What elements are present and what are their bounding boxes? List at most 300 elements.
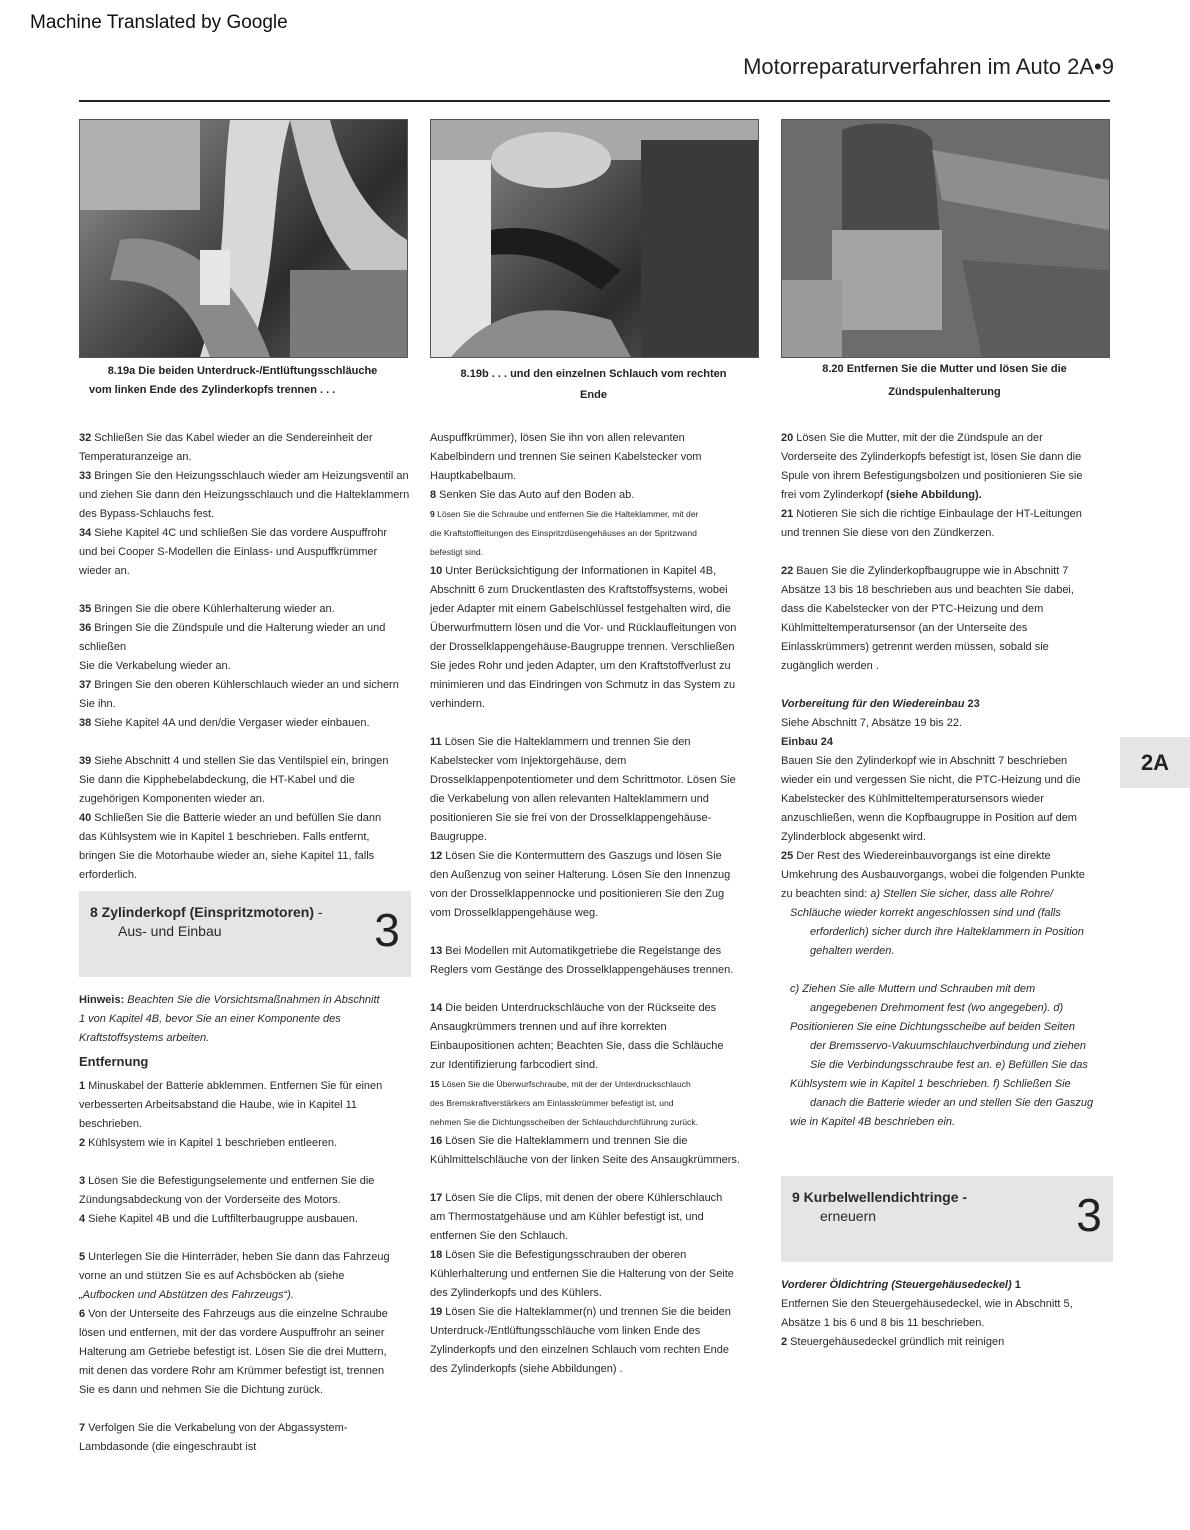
line-text: Schließen Sie die Batterie wieder an und befüllen Sie dann (91, 812, 382, 824)
line-text: die Verkabelung von allen relevanten Halteklammern und (430, 793, 709, 805)
line-text: Von der Unterseite des Fahrzeugs aus die einzelne Schraube (85, 1308, 388, 1320)
figure-ref: (siehe Abbildung). (883, 489, 982, 501)
step-number: 10 (430, 565, 443, 577)
text-line (79, 676, 411, 714)
line-text: Auspuffkrümmer), lösen Sie ihn von allen relevanten (430, 432, 685, 444)
line-text: der Drosselklappengehäuse-Baugruppe trennen. Verschließen (430, 641, 735, 653)
line-text: Lösen Sie die Befestigungselemente und entfernen Sie die (85, 1175, 375, 1187)
line-text: „Aufbocken und Abstützen des Fahrzeugs“). (79, 1289, 294, 1301)
machine-translation-notice: Machine Translated by Google (30, 12, 288, 33)
section-title-dash: - (314, 904, 323, 920)
text-line (781, 562, 1113, 581)
step-number: 19 (430, 1306, 443, 1318)
line-text: Bringen Sie die Zündspule und die Halterung wieder an und schließen (79, 622, 386, 653)
header-rule (79, 100, 1110, 102)
line-text: Bauen Sie den Zylinderkopf wie in Abschnitt 7 beschrieben (781, 755, 1068, 767)
text-line (781, 1075, 1113, 1094)
text-line (781, 1056, 1113, 1075)
line-text: Kabelstecker des Kühlmitteltemperatursensors wieder (781, 793, 1044, 805)
text-line (781, 942, 1113, 961)
line-text: Kühlmitteltemperatursensor (an der Unterseite des (781, 622, 1028, 634)
step-number: 25 (781, 850, 794, 862)
line-text: Kühlmittelschläuche von der linken Seite des Ansaugkrümmers. (430, 1154, 740, 1166)
text-line (430, 1132, 762, 1151)
line-text: Bringen Sie den oberen Kühlerschlauch wieder an und sichern Sie ihn. (79, 679, 399, 710)
line-text: Unter Berücksichtigung der Informationen in Kapitel 4B, (442, 565, 717, 577)
step-number: 1 (79, 1080, 86, 1092)
line-text: verhindern. (430, 698, 486, 710)
line-text: Kabelbindern und trennen Sie seinen Kabelstecker vom (430, 451, 702, 463)
line-text: Lösen Sie die Mutter, mit der die Zündspule an der (793, 432, 1043, 444)
text-line (430, 505, 762, 524)
step-number: 18 (430, 1249, 443, 1261)
line-text: am Thermostatgehäuse und am Kühler befestigt ist, und (430, 1211, 704, 1223)
text-line (781, 1333, 1113, 1352)
text-line (781, 980, 1113, 999)
line-text: und ziehen Sie dann den Heizungsschlauch und die Halteklammern (79, 489, 410, 501)
line-text: mit denen das vordere Rohr am Krümmer befestigt ist, trennen (79, 1365, 385, 1377)
step-number: 5 (79, 1251, 86, 1263)
text-line (430, 695, 762, 714)
line-text: Sie dann die Kipphebelabdeckung, die HT-Kabel und die (79, 774, 355, 786)
line-text: Zylinderblock abgesenkt wird. (781, 831, 926, 843)
step-number: 34 (79, 527, 92, 539)
step-number: 37 (79, 679, 92, 691)
text-line (430, 619, 762, 638)
line-text: Kühlsystem wie in Kapitel 1 beschrieben. f) Schließen Sie (790, 1078, 1071, 1090)
text-line (781, 771, 1113, 790)
subheading-number: 1 (1011, 1279, 1021, 1291)
subheading-text: Einbau (781, 736, 818, 748)
step-number: 39 (79, 755, 92, 767)
section-subtitle: erneuern (820, 1208, 877, 1224)
text-line (781, 809, 1113, 828)
text-line (430, 1246, 762, 1265)
text-line (430, 1056, 762, 1075)
text-line (430, 1227, 762, 1246)
engine-photo-3 (781, 119, 1110, 358)
line-text: des Bremskraftverstärkers am Einlasskrümmer befestigt ist, und (430, 1098, 674, 1108)
paragraph-block (79, 429, 411, 581)
line-text: das Kühlsystem wie in Kapitel 1 beschrieben. Falls entfernt, (79, 831, 370, 843)
step-number: 2 (781, 1336, 788, 1348)
text-line (79, 505, 411, 524)
step-number: 22 (781, 565, 794, 577)
text-line (79, 600, 411, 619)
line-text: entfernen Sie den Schlauch. (430, 1230, 569, 1242)
line-text: Entfernen Sie den Steuergehäusedeckel, wie in Abschnitt 5, (781, 1298, 1073, 1310)
text-line (430, 1151, 762, 1170)
caption-line: 8.19a Die beiden Unterdruck-/Entlüftungsschläuche (107, 365, 378, 377)
line-text: befestigt sind. (430, 547, 484, 557)
text-line (430, 1341, 762, 1360)
line-text: zugehörigen Komponenten wieder an. (79, 793, 265, 805)
text-line (781, 828, 1113, 847)
step-number: 36 (79, 622, 92, 634)
step-number: 15 (430, 1079, 440, 1089)
text-line (430, 467, 762, 486)
paragraph-block (430, 733, 762, 923)
text-line (430, 1075, 762, 1094)
line-text: des Zylinderkopfs und des Kühlers. (430, 1287, 602, 1299)
text-line (430, 448, 762, 467)
line-text: angegebenen Drehmoment fest (wo angegeben). d) (810, 1002, 1064, 1014)
subheading-text: Vorderer Öldichtring (Steuergehäusedeckel) (781, 1279, 1012, 1291)
line-text: Verfolgen Sie die Verkabelung von der Abgassystem- (85, 1422, 348, 1434)
hint-line (79, 991, 411, 1010)
line-text: Umkehrung des Ausbauvorgangs, wobei die folgenden Punkte (781, 869, 1085, 881)
text-line (430, 676, 762, 695)
text-line (79, 771, 411, 790)
subheading-number: 24 (817, 736, 833, 748)
text-line (79, 429, 411, 448)
section-title-dash: - (958, 1189, 968, 1205)
text-line (430, 1113, 762, 1132)
text-line (430, 486, 762, 505)
page-header: Motorreparaturverfahren im Auto 2A•9 (743, 54, 1114, 79)
line-text: anzuschließen, wenn die Kopfbaugruppe in Position auf dem (781, 812, 1077, 824)
step-number: 3 (79, 1175, 86, 1187)
line-text: Einlasskrümmers) getrennt werden müssen, sobald sie (781, 641, 1049, 653)
subheading-removal: Entfernung (79, 1054, 149, 1069)
text-line (781, 619, 1113, 638)
text-line (79, 1210, 411, 1229)
text-line (79, 1438, 411, 1457)
difficulty-rating: 3 (1076, 1189, 1102, 1241)
line-text: des Bypass-Schlauchs fest. (79, 508, 215, 520)
text-line (79, 1305, 411, 1324)
text-line (430, 1265, 762, 1284)
line-text: und bei Cooper S-Modellen die Einlass- und Auspuffkrümmer (79, 546, 378, 558)
text-line (79, 1362, 411, 1381)
line-text: wieder ein und vergessen Sie nicht, die PTC-Heizung und die (781, 774, 1081, 786)
text-line (781, 1295, 1113, 1314)
line-text: dass die Kabelstecker von der PTC-Heizung und dem (781, 603, 1044, 615)
line-text: Halterung am Getriebe befestigt ist. Lösen Sie die drei Muttern, (79, 1346, 387, 1358)
line-text: zur Identifizierung farbcodiert sind. (430, 1059, 599, 1071)
line-text: Lösen Sie die Halteklammer(n) und trennen Sie die beiden (442, 1306, 731, 1318)
step-number: 38 (79, 717, 92, 729)
line-text: Minuskabel der Batterie abklemmen. Entfernen Sie für einen (85, 1080, 383, 1092)
text-line (79, 1324, 411, 1343)
photo-1-caption (79, 362, 406, 400)
text-line (781, 581, 1113, 600)
photo-3-art (782, 120, 1109, 357)
text-line (430, 429, 762, 448)
line-text: Absätze 13 bis 18 beschrieben aus und beachten Sie dabei, (781, 584, 1074, 596)
line-text: Bauen Sie die Zylinderkopfbaugruppe wie in Abschnitt 7 (793, 565, 1069, 577)
line-text: Lösen Sie die Halteklammern und trennen Sie die (442, 1135, 688, 1147)
paragraph-block (79, 1419, 411, 1457)
step-number: 20 (781, 432, 794, 444)
text-line (430, 999, 762, 1018)
line-text: Ansaugkrümmers trennen und auf ihre korrekten (430, 1021, 667, 1033)
engine-photo-2 (430, 119, 759, 358)
text-line (430, 657, 762, 676)
step-number: 9 (430, 509, 435, 519)
text-line (781, 448, 1113, 467)
text-line (781, 638, 1113, 657)
section-title (90, 903, 350, 941)
step-number: 12 (430, 850, 443, 862)
section-box-8 (79, 891, 411, 977)
text-line (430, 1018, 762, 1037)
line-text: Baugruppe. (430, 831, 487, 843)
text-line (430, 524, 762, 543)
step-number: 6 (79, 1308, 86, 1320)
text-line (781, 486, 1113, 505)
line-text: Absätze 1 bis 6 und 8 bis 11 beschrieben. (781, 1317, 985, 1329)
chapter-tab: 2A (1120, 737, 1190, 788)
text-line (430, 1189, 762, 1208)
text-column-3 (781, 429, 1113, 1352)
text-line (430, 581, 762, 600)
line-text: Kabelstecker vom Injektorgehäuse, dem (430, 755, 627, 767)
engine-photo-1 (79, 119, 408, 358)
text-line (430, 752, 762, 771)
text-line (79, 657, 411, 676)
paragraph-block (79, 600, 411, 733)
line-text: erforderlich) sicher durch ihre Halteklammern in Position (810, 926, 1084, 938)
photo-2-caption (430, 365, 757, 405)
line-text: Siehe Kapitel 4B und die Luftfilterbaugruppe ausbauen. (85, 1213, 358, 1225)
line-text: Zündungsabdeckung von der Vorderseite des Motors. (79, 1194, 341, 1206)
line-text: Schläuche wieder korrekt angeschlossen sind und (falls (790, 907, 1061, 919)
section-title (792, 1188, 1052, 1226)
step-number: 40 (79, 812, 92, 824)
photo-3-caption (781, 360, 1108, 402)
text-line: Siehe Abschnitt 7, Absätze 19 bis 22. (781, 717, 963, 729)
text-line (430, 771, 762, 790)
line-text: Vorderseite des Zylinderkopfs befestigt ist, lösen Sie dann die (781, 451, 1082, 463)
step-number: 17 (430, 1192, 443, 1204)
text-line (79, 619, 411, 657)
line-text: vorne an und stützen Sie es auf Achsböcken ab (siehe (79, 1270, 345, 1282)
caption-line: Zündspulenhalterung (888, 386, 1001, 398)
step-number: 16 (430, 1135, 443, 1147)
hint-text: Beachten Sie die Vorsichtsmaßnahmen in Abschnitt (124, 994, 380, 1006)
text-line (79, 1286, 411, 1305)
line-text: Unterdruck-/Entlüftungsschläuche vom linken Ende des (430, 1325, 701, 1337)
paragraph-block (430, 999, 762, 1170)
line-text: Bei Modellen mit Automatikgetriebe die Regelstange des (442, 945, 722, 957)
line-text: Drosselklappenpotentiometer und dem Schrittmotor. Lösen Sie (430, 774, 736, 786)
line-text: Siehe Kapitel 4A und den/die Vergaser wieder einbauen. (91, 717, 370, 729)
subheading-front-seal (781, 1276, 1113, 1295)
step-number: 7 (79, 1422, 86, 1434)
line-text: Die beiden Unterdruckschläuche von der Rückseite des (442, 1002, 717, 1014)
text-line (430, 961, 762, 980)
caption-line: 8.19b . . . und den einzelnen Schlauch vom rechten (460, 368, 727, 380)
text-line (79, 1077, 411, 1096)
text-line (430, 809, 762, 828)
text-line (430, 847, 762, 866)
step-number: 2 (79, 1137, 86, 1149)
text-line (781, 657, 1113, 676)
line-text: Positionieren Sie eine Dichtungsscheibe auf beiden Seiten (790, 1021, 1075, 1033)
paragraph-block (430, 429, 762, 714)
text-line (781, 999, 1113, 1018)
line-text: von der Drosselklappennocke und positionieren Sie den Zug (430, 888, 725, 900)
section-box-9 (781, 1176, 1113, 1262)
text-column-2 (430, 429, 762, 1379)
paragraph-block (430, 1189, 762, 1379)
hint-line: Kraftstoffsystems arbeiten. (79, 1032, 210, 1044)
text-line (79, 524, 411, 543)
paragraph-block (430, 942, 762, 980)
line-text: c) Ziehen Sie alle Muttern und Schrauben mit dem (790, 983, 1036, 995)
line-text: Lösen Sie die Befestigungsschrauben der oberen (442, 1249, 687, 1261)
line-text: Überwurfmuttern lösen und die Vor- und Rücklaufleitungen von (430, 622, 737, 634)
paragraph-block (79, 1077, 411, 1153)
line-text: Lösen Sie die Kontermuttern des Gaszugs und lösen Sie (442, 850, 722, 862)
section-title-text: 8 Zylinderkopf (Einspritzmotoren) (90, 904, 315, 920)
text-line (430, 828, 762, 847)
line-text: die Kraftstoffleitungen des Einspritzdüsengehäuses an der Spritzwand (430, 528, 697, 538)
paragraph-block (781, 980, 1113, 1132)
line-text: Sie die Verbindungsschraube fest an. e) Befüllen Sie das (810, 1059, 1088, 1071)
text-line (79, 1172, 411, 1191)
line-text: Unterlegen Sie die Hinterräder, heben Sie dann das Fahrzeug (85, 1251, 390, 1263)
subheading-refit (781, 733, 1113, 752)
line-text: Kühlerhalterung und entfernen Sie die Halterung von der Seite (430, 1268, 734, 1280)
line-text: beschrieben. (79, 1118, 142, 1130)
text-line (430, 1094, 762, 1113)
line-text: Senken Sie das Auto auf den Boden ab. (436, 489, 635, 501)
step-number: 35 (79, 603, 92, 615)
line-text: Siehe Kapitel 4C und schließen Sie das vordere Auspuffrohr (91, 527, 388, 539)
paragraph-block (79, 1248, 411, 1400)
line-text: wie in Kapitel 4B beschrieben ein. (790, 1116, 956, 1128)
text-line (781, 1037, 1113, 1056)
line-text: Der Rest des Wiedereinbauvorgangs ist eine direkte (793, 850, 1051, 862)
text-line (79, 1115, 411, 1134)
line-text: jeder Adapter mit einem Gabelschlüssel festgehalten wird, die (430, 603, 731, 615)
text-line (430, 1284, 762, 1303)
caption-line: 8.20 Entfernen Sie die Mutter und lösen Sie die (822, 363, 1067, 375)
step-number: 13 (430, 945, 443, 957)
line-text: minimieren und das Eindringen von Schmutz in das System zu (430, 679, 736, 691)
text-line (781, 467, 1113, 486)
line-text: der Bremsservo-Vakuumschlauchverbindung und ziehen (810, 1040, 1086, 1052)
line-text: Bringen Sie den Heizungsschlauch wieder am Heizungsventil an (91, 470, 409, 482)
text-line (79, 1096, 411, 1115)
text-line (79, 448, 411, 467)
line-text: zu beachten sind: (781, 888, 868, 900)
line-text: frei vom Zylinderkopf (781, 489, 884, 501)
line-text: Sie jedes Rohr und jeden Adapter, um den Kraftstoffverlust zu (430, 660, 731, 672)
line-text: Schließen Sie das Kabel wieder an die Sendereinheit der (91, 432, 373, 444)
text-line (79, 543, 411, 562)
line-text: Lösen Sie die Clips, mit denen der obere Kühlerschlauch (442, 1192, 723, 1204)
text-line (430, 1208, 762, 1227)
line-text: Hauptkabelbaum. (430, 470, 517, 482)
text-line (430, 1037, 762, 1056)
text-line (79, 828, 411, 847)
text-line (79, 486, 411, 505)
text-line (430, 733, 762, 752)
text-line (430, 790, 762, 809)
difficulty-rating: 3 (374, 904, 400, 956)
paragraph-block (79, 752, 411, 885)
text-line (430, 1360, 762, 1379)
line-text: Notieren Sie sich die richtige Einbaulage der HT-Leitungen (793, 508, 1082, 520)
text-line (79, 1248, 411, 1267)
line-text: Sie es dann und nehmen Sie die Dichtung zurück. (79, 1384, 323, 1396)
text-line (430, 904, 762, 923)
text-line (781, 1113, 1113, 1132)
text-line (781, 505, 1113, 524)
line-text: Spule von ihrem Befestigungsbolzen und positionieren Sie sie (781, 470, 1083, 482)
text-line (430, 1322, 762, 1341)
text-column-1 (79, 429, 411, 1457)
paragraph-block (781, 562, 1113, 676)
text-line (79, 714, 411, 733)
line-text: zugänglich werden . (781, 660, 879, 672)
text-line (430, 543, 762, 562)
text-line (781, 866, 1113, 885)
line-text: Einbaupositionen achten; Beachten Sie, dass die Schläuche (430, 1040, 724, 1052)
text-line (79, 1191, 411, 1210)
step-number: 14 (430, 1002, 443, 1014)
text-line (781, 923, 1113, 942)
text-line (781, 429, 1113, 448)
text-line (781, 1018, 1113, 1037)
text-line (79, 866, 411, 885)
line-text: wieder an. (79, 565, 130, 577)
text-line (781, 885, 1113, 904)
paragraph-block (781, 752, 1113, 961)
text-line (79, 467, 411, 486)
paragraph-block (781, 429, 1113, 543)
photo-2-art (431, 120, 758, 357)
text-line (430, 942, 762, 961)
text-line (79, 847, 411, 866)
line-text: Abschnitt 6 zum Druckentlasten des Kraftstoffsystems, wobei (430, 584, 728, 596)
hint-label: Hinweis: (79, 994, 125, 1006)
line-text: Lambdasonde (die eingeschraubt ist (79, 1441, 257, 1453)
line-text: Temperaturanzeige an. (79, 451, 192, 463)
text-line (79, 752, 411, 771)
line-text: Siehe Abschnitt 4 und stellen Sie das Ventilspiel ein, bringen (91, 755, 389, 767)
step-number: 21 (781, 508, 794, 520)
step-number: 4 (79, 1213, 86, 1225)
line-text: Kühlsystem wie in Kapitel 1 beschrieben entleeren. (85, 1137, 338, 1149)
step-number: 8 (430, 489, 437, 501)
line-text: erforderlich. (79, 869, 138, 881)
line-text: und trennen Sie diese von den Zündkerzen. (781, 527, 995, 539)
text-line (430, 600, 762, 619)
hint-line: 1 von Kapitel 4B, bevor Sie an einer Komponente des (79, 1013, 341, 1025)
text-line (79, 1419, 411, 1438)
paragraph-block (781, 1295, 1113, 1352)
subheading-refit-prep (781, 695, 1113, 714)
line-text: des Zylinderkopfs (siehe Abbildungen) . (430, 1363, 623, 1375)
line-text: danach die Batterie wieder an und stellen Sie den Gaszug (810, 1097, 1094, 1109)
line-text: Sie die Verkabelung wieder an. (79, 660, 231, 672)
photo-1-art (80, 120, 407, 357)
line-text: Reglers vom Gestänge des Drosselklappengehäuses trennen. (430, 964, 734, 976)
line-text: lösen und entfernen, mit der das vordere Auspuffrohr an seiner (79, 1327, 385, 1339)
text-line (781, 1314, 1113, 1333)
line-text: Steuergehäusedeckel gründlich mit reinigen (787, 1336, 1005, 1348)
text-line (781, 790, 1113, 809)
line-text: Bringen Sie die obere Kühlerhalterung wieder an. (91, 603, 335, 615)
line-text: verbesserten Arbeitsabstand die Haube, wie in Kapitel 11 (79, 1099, 358, 1111)
caption-line: vom linken Ende des Zylinderkopfs trennen . . . (89, 384, 336, 396)
text-line (79, 1381, 411, 1400)
paragraph-block (79, 1172, 411, 1229)
